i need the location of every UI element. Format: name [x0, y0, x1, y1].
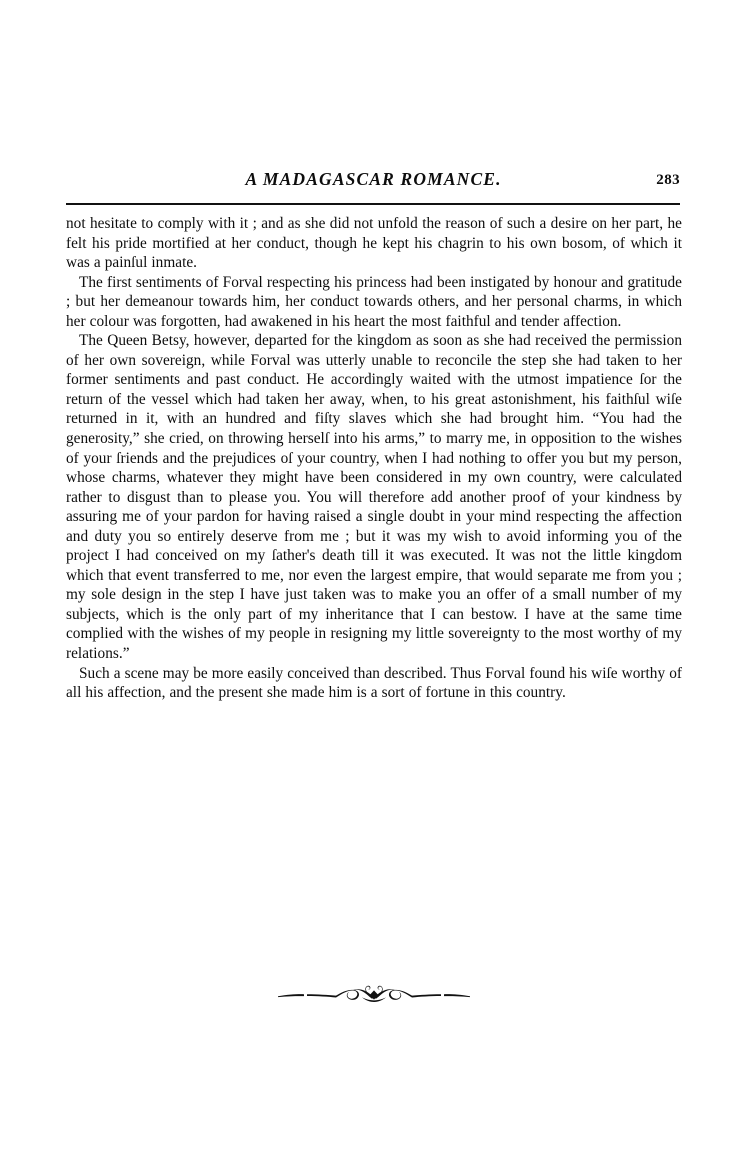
page-number: 283 [656, 172, 680, 188]
header-rule-divider [66, 203, 680, 205]
body-text-block [66, 214, 682, 703]
paragraph: The first sentiments of Forval respecting his princess had been instigated by honour and gratitude ; but her demeanour towards him, her conduct towards others, and her personal charms, in which her colour was forgotten, had awakened in his heart the most faithful and tender affection. [66, 273, 682, 330]
typographic-flourish-icon [274, 975, 474, 1015]
paragraph: not hesitate to comply with it ; and as she did not unfold the reason of such a desire on her part, he felt his pride mortified at her conduct, though he kept his chagrin to his own bosom, of which it was a painſul inmate. [66, 215, 682, 272]
paragraph: Such a scene may be more easily conceived than described. Thus Forval found his wiſe worthy of all his affection, and the present she made him is a sort of fortune in this country. [66, 664, 682, 702]
running-head-title: A MADAGASCAR ROMANCE. [245, 169, 502, 189]
section-end-ornament [0, 968, 747, 1022]
paragraph: The Queen Betsy, however, departed for the kingdom as soon as she had received the permission of her own sovereign, while Forval was utterly unable to reconcile the step she had taken to her former sentiments and past conduct. He accordingly waited with the utmost impatience ſor the return of the vessel which had taken her away, when, to his great astonishment, his faithſul wiſe returned in it, with an hundred and fiſty slaves which she had brought him. “You had the generosity,” she cried, on throwing herselſ into his arms,” to marry me, in opposition to the wishes of your ſriends and the prejudices oſ your country, when I had nothing to offer you but my person, whose charms, whatever they might have been considered in my own country, were calculated rather to disgust than to please you. You will therefore add another proof of your kindness by assuring me of your pardon for having raised a single doubt in your mind respecting the affection and duty you so entirely deserve from me ; but it was my wish to avoid informing you of the project I had conceived on my ſather's death till it was executed. It was not the little kingdom which that event transferred to me, nor even the largest empire, that would separate me from you ; my sole design in the step I have just taken was to make you an offer of a small number of my subjects, which is the only part of my inheritance that I can bestow. I have at the same time complied with the wishes of my people in resigning my little sovereignty to the most worthy of my relations.” [66, 332, 682, 663]
page-header [66, 168, 680, 194]
